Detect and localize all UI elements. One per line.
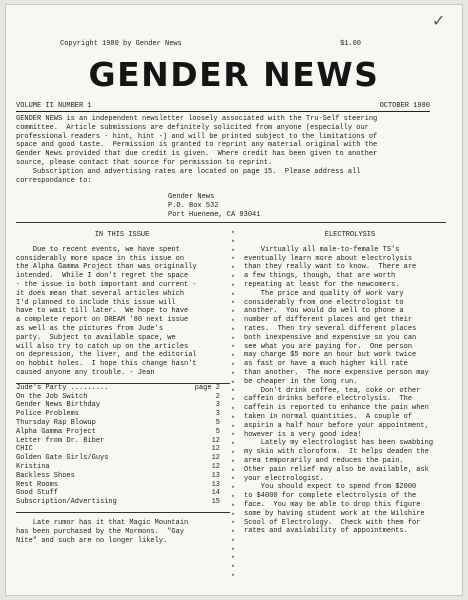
toc-row [16, 472, 228, 481]
toc-page: 12 [211, 454, 220, 463]
toc-row [16, 393, 228, 402]
issue-date: OCTOBER 1980 [379, 102, 430, 110]
toc-title: Alpha Gamma Project [16, 427, 96, 436]
toc-page: page 2 [194, 383, 220, 392]
toc-page: 3 [215, 401, 220, 410]
toc-row [16, 401, 228, 410]
toc-row [16, 437, 228, 446]
toc-row [16, 481, 228, 490]
toc-title: Backless Shoes [16, 471, 75, 480]
handwritten-checkmark: ✓ [432, 11, 446, 30]
editor-note: Due to recent events, we have spent considerably more space in this issue on the Alpha Gamma Project than was originally intended. While I don't regret the space - the issue is both important and current - it does mean that several articles which I'd planned to include this issue will have to wait till later. We hope to have a complete report on DREAM '80 next issue as well as the pictures from Jude's party. Subject to available space, we will also try to catch up on the articles on depression, the liver, and the editorial on hobbit holes. I hope this change hasn't caused anyone any trouble. - Jean [16, 245, 197, 377]
toc-row [16, 454, 228, 463]
toc-row [16, 489, 228, 498]
toc-row [16, 419, 228, 428]
toc-page: 12 [211, 462, 220, 471]
toc-page: 3 [215, 410, 220, 419]
electrolysis-heading: ELECTROLYSIS [324, 231, 376, 239]
toc-title: CHIC [16, 445, 33, 454]
electrolysis-column [244, 231, 456, 536]
toc-page: 5 [215, 427, 220, 436]
toc-page: 15 [211, 498, 220, 507]
toc-row [16, 463, 228, 472]
in-this-issue-column [16, 231, 228, 545]
newsletter-page [5, 4, 463, 596]
table-of-contents [16, 384, 228, 507]
toc-title: Rest Rooms [16, 480, 59, 489]
volume-line [16, 102, 430, 112]
toc-title: Gender News Birthday [16, 401, 101, 410]
toc-page: 13 [211, 480, 220, 489]
toc-title: Jude's Party ......... [16, 383, 109, 392]
toc-page: 14 [211, 489, 220, 498]
toc-title: Kristina [16, 462, 50, 471]
toc-row [16, 428, 228, 437]
toc-title: Letter from Dr. Biber [16, 436, 105, 445]
toc-page: 5 [215, 418, 220, 427]
toc-title: Thursday Rap Blowup [16, 418, 96, 427]
toc-row [16, 498, 228, 507]
toc-title: Golden Gate Girls/Guys [16, 454, 109, 463]
toc-bottom-rule [16, 512, 230, 513]
toc-row [16, 445, 228, 454]
intro-paragraph: GENDER NEWS is an independent newsletter loosely associated with the Tru-Self steering committee. Article submissions are definitely solicited from anyone (especially our professional readers - hint, hint -) and will be printed subject to the limitations of space and good taste. Permission is granted to reprint any material original with the Gender News provided that due credit is given. Where credit has been given to another source, please contact that source for permission to reprint. Subscription and advertising rates are located on page 15. Please address all correspondance to: [16, 115, 378, 185]
toc-page: 12 [211, 436, 220, 445]
toc-page: 13 [211, 471, 220, 480]
issue-price: $1.00 [340, 40, 362, 48]
toc-title: Subscription/Advertising [16, 498, 117, 507]
toc-title: On the Job Switch [16, 392, 88, 401]
copyright-notice: Copyright 1980 by Gender News [60, 40, 182, 48]
section-divider [16, 222, 446, 223]
toc-page: 2 [215, 392, 220, 401]
mailing-address: Gender News P.O. Box 532 Port Hueneme, CA 93041 [168, 193, 261, 219]
column-star-divider: * * * * * * * * * * * * * * * * * * * * * * * * * * * * * * * * * * * * * * * * [230, 231, 236, 583]
volume-number: VOLUME II NUMBER 1 [16, 102, 92, 110]
toc-title: Good Stuff [16, 489, 59, 498]
toc-page: 12 [211, 445, 220, 454]
masthead-title: GENDER NEWS [88, 55, 380, 94]
rumor-note: Late rumor has it that Magic Mountain has been purchased by the Mormons. "Gay Nite" and such are no longer likely. [16, 518, 189, 545]
toc-row [16, 384, 228, 393]
toc-row [16, 410, 228, 419]
toc-title: Police Problems [16, 410, 80, 419]
in-this-issue-heading: IN THIS ISSUE [94, 231, 150, 239]
electrolysis-article: Virtually all male-to-female TS's eventually learn more about electrolysis than they really want to know. There are a few things, though, that are worth repeating at least for the newcomers. The price and quality of work vary considerably from one electrologist to another. You would do well to phone a number of different places and get their rates. Then try several different places both inexpensive and expensive so you can see what you are paying for. One person may charge $5 more an hour but work twice as fast or have a much higher kill rate than another. The more expensive person may be cheaper in the long run. Don't drink coffee, tea, coke or other caffein drinks before electrolysis. The caffein is reported to enhance the pain when taken in normal quantities. A couple of aspirin a half hour before your appointment, however is a very good idea! Lately my electrologist has been swabbing my skin with cloroform. It helps deaden the area temporarily and reduces the pain. Other pain relief may also be available, ask your electrologist. You should expect to spend from $2000 to $4000 for complete electrolysis of the face. You may be able to drop this figure some by having student work at the Wilshire Scool of Electrology. Check with them for rates and availability of appointments. [244, 245, 434, 536]
